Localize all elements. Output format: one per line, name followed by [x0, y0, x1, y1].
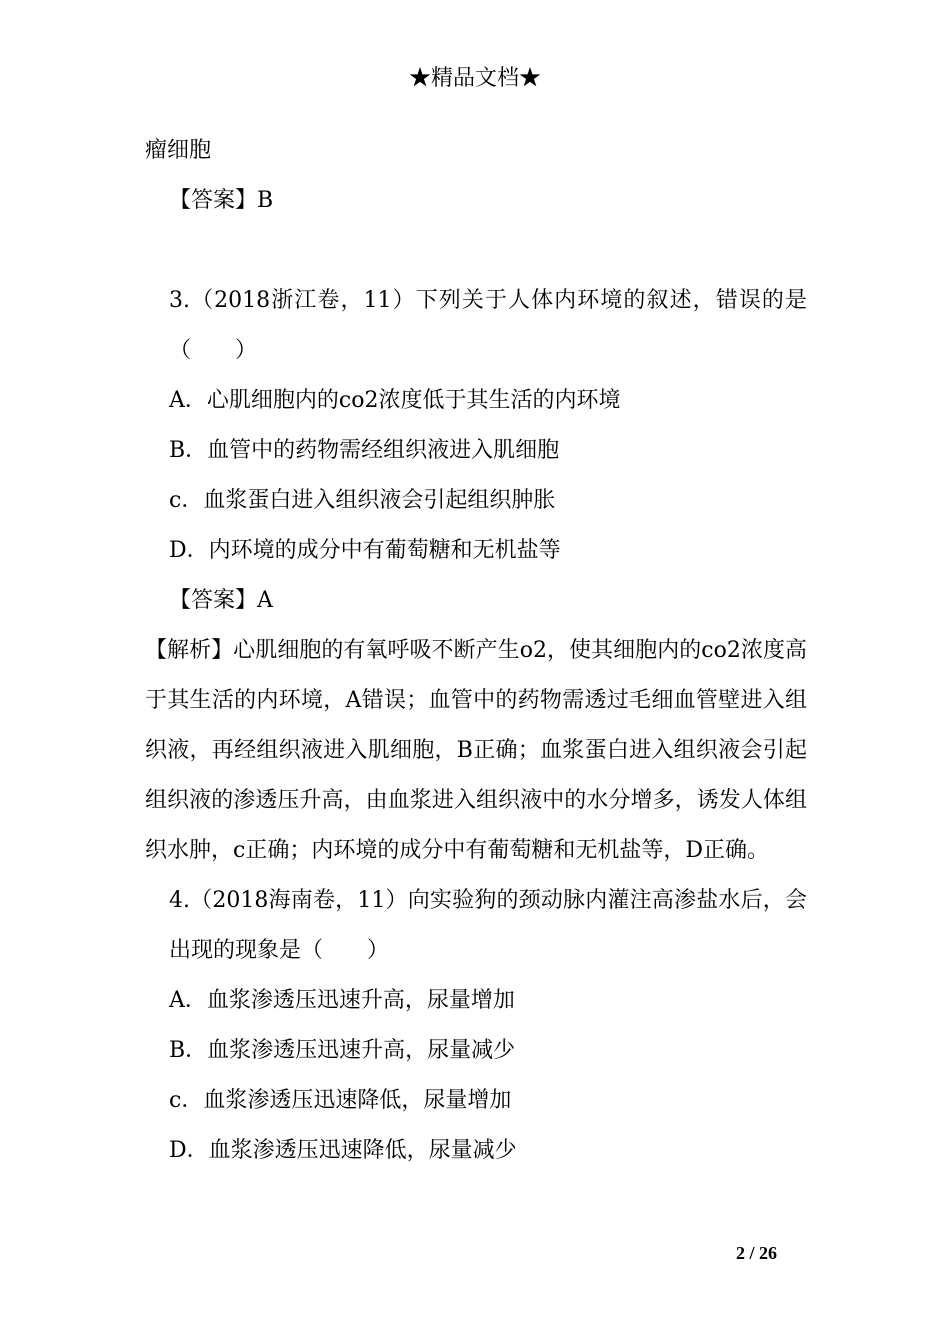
q4-option-c: c．血浆渗透压迅速降低，尿量增加	[169, 1088, 512, 1113]
blank-line	[145, 226, 807, 276]
q4-option-d: D．血浆渗透压迅速降低，尿量减少	[169, 1138, 517, 1163]
page-header-title: ★精品文档★	[408, 66, 541, 91]
q3-stem: 3.（2018浙江卷，11）下列关于人体内环境的叙述，错误的是（ ）	[169, 288, 807, 363]
document-body	[145, 126, 807, 1176]
page-number: 2 / 26	[735, 1243, 777, 1263]
q4-option-a: A．血浆渗透压迅速升高，尿量增加	[169, 988, 515, 1013]
q2-tail-text: 瘤细胞	[145, 138, 212, 163]
q3-option-b: B．血管中的药物需经组织液进入肌细胞	[169, 438, 560, 463]
q3-answer: 【答案】A	[169, 588, 273, 613]
q4-option-b: B．血浆渗透压迅速升高，尿量减少	[169, 1038, 516, 1063]
q3-option-a: A．心肌细胞内的co2浓度低于其生活的内环境	[169, 388, 621, 413]
q3-analysis: 【解析】心肌细胞的有氧呼吸不断产生o2，使其细胞内的co2浓度高于其生活的内环境，A错误；血管中的药物需透过毛细血管壁进入组织液，再经组织液进入肌细胞，B正确；血浆蛋白进入组织液会引起组织液的渗透压升高，由血浆进入组织液中的水分增多，诱发人体组织水肿，c正确；内环境的成分中有葡萄糖和无机盐等，D正确。	[145, 638, 807, 863]
q2-answer: 【答案】B	[169, 188, 274, 213]
q3-option-c: c．血浆蛋白进入组织液会引起组织肿胀	[169, 488, 556, 513]
q4-stem: 4.（2018海南卷，11）向实验狗的颈动脉内灌注高渗盐水后，会出现的现象是（ ）	[169, 888, 807, 963]
q3-option-d: D．内环境的成分中有葡萄糖和无机盐等	[169, 538, 561, 563]
